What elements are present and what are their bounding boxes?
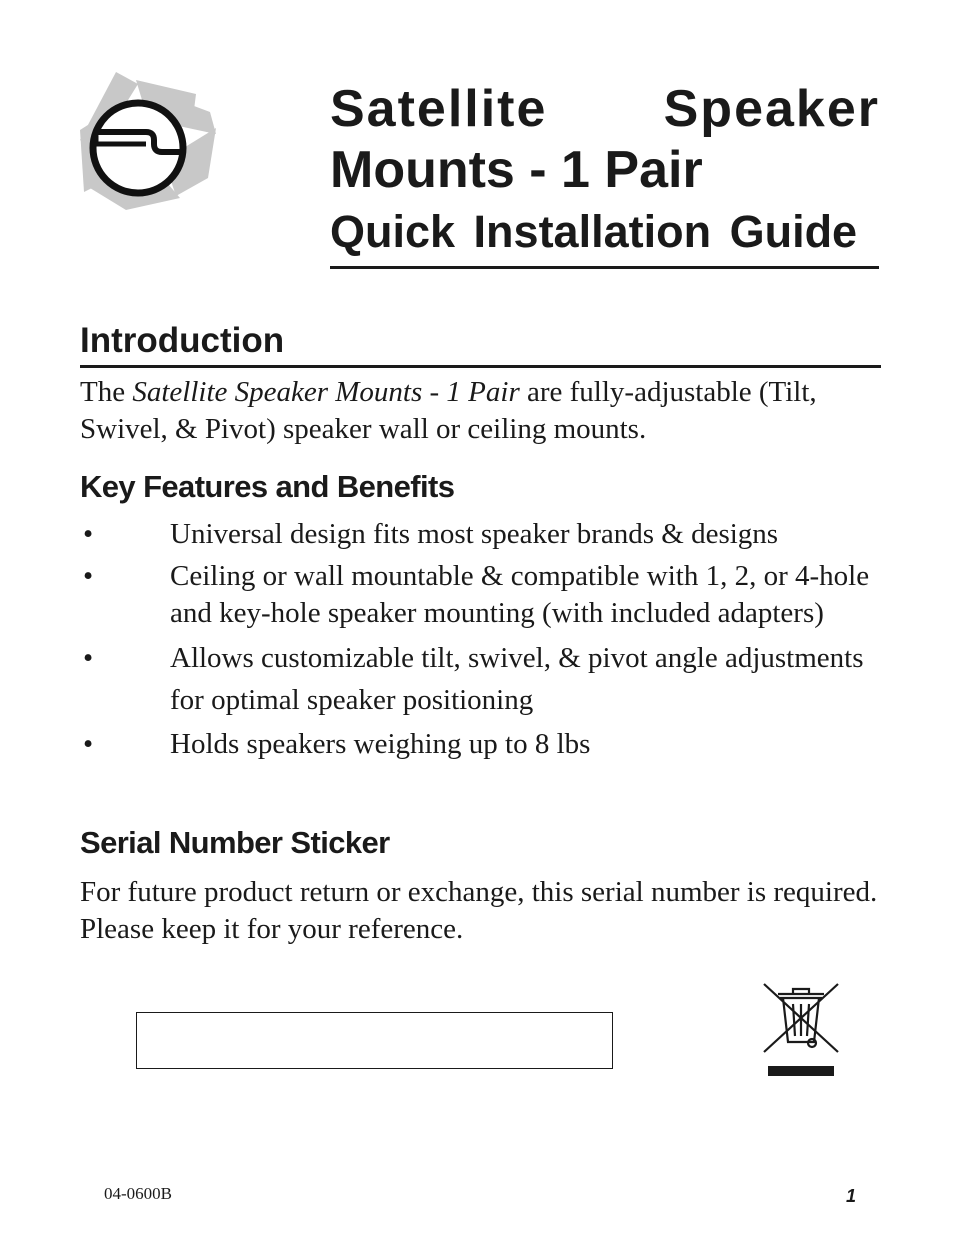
list-item	[80, 637, 882, 721]
list-item	[80, 726, 882, 763]
introduction-divider	[80, 365, 881, 368]
product-name: Satellite Speaker Mounts - 1 Pair	[132, 376, 520, 408]
serial-number-box	[136, 1012, 613, 1069]
intro-text-suffix: are fully-adjustable (Tilt, Swivel, & Pivot) speaker wall or ceiling mounts.	[80, 376, 817, 445]
bullet-icon: •	[83, 642, 94, 674]
bullet-icon: •	[83, 728, 94, 760]
feature-text: Ceiling or wall mountable & compatible with 1, 2, or 4-hole and key-hole speaker mounting (with included adapters)	[170, 560, 870, 629]
title-divider	[330, 266, 879, 269]
brand-logo-icon	[76, 70, 220, 214]
title-word-speaker: Speaker	[663, 80, 880, 138]
serial-heading: Serial Number Sticker	[80, 825, 390, 860]
title-line-2: Mounts - 1 Pair	[330, 141, 703, 199]
title-block	[330, 80, 880, 260]
feature-text: Holds speakers weighing up to 8 lbs	[170, 728, 591, 760]
document-code: 04-0600B	[104, 1184, 172, 1203]
features-heading: Key Features and Benefits	[80, 469, 455, 504]
serial-paragraph: For future product return or exchange, this serial number is required. Please keep it for your reference.	[80, 876, 878, 945]
features-list	[80, 516, 882, 768]
list-item	[80, 558, 882, 632]
weee-crossed-bin-icon	[760, 980, 842, 1080]
introduction-heading: Introduction	[80, 321, 285, 360]
list-item	[80, 516, 882, 553]
feature-text: Universal design fits most speaker brands & designs	[170, 518, 779, 550]
page-number: 1	[846, 1186, 857, 1206]
feature-text: Allows customizable tilt, swivel, & pivot angle adjustments for optimal speaker positioning	[170, 642, 864, 716]
intro-text-prefix: The	[80, 376, 133, 408]
guide-subtitle: Quick Installation Guide	[330, 206, 858, 257]
bullet-icon: •	[83, 560, 94, 592]
bullet-icon: •	[83, 518, 94, 550]
title-line-1	[330, 80, 880, 138]
title-word-satellite: Satellite	[330, 80, 548, 138]
introduction-paragraph	[80, 374, 882, 448]
